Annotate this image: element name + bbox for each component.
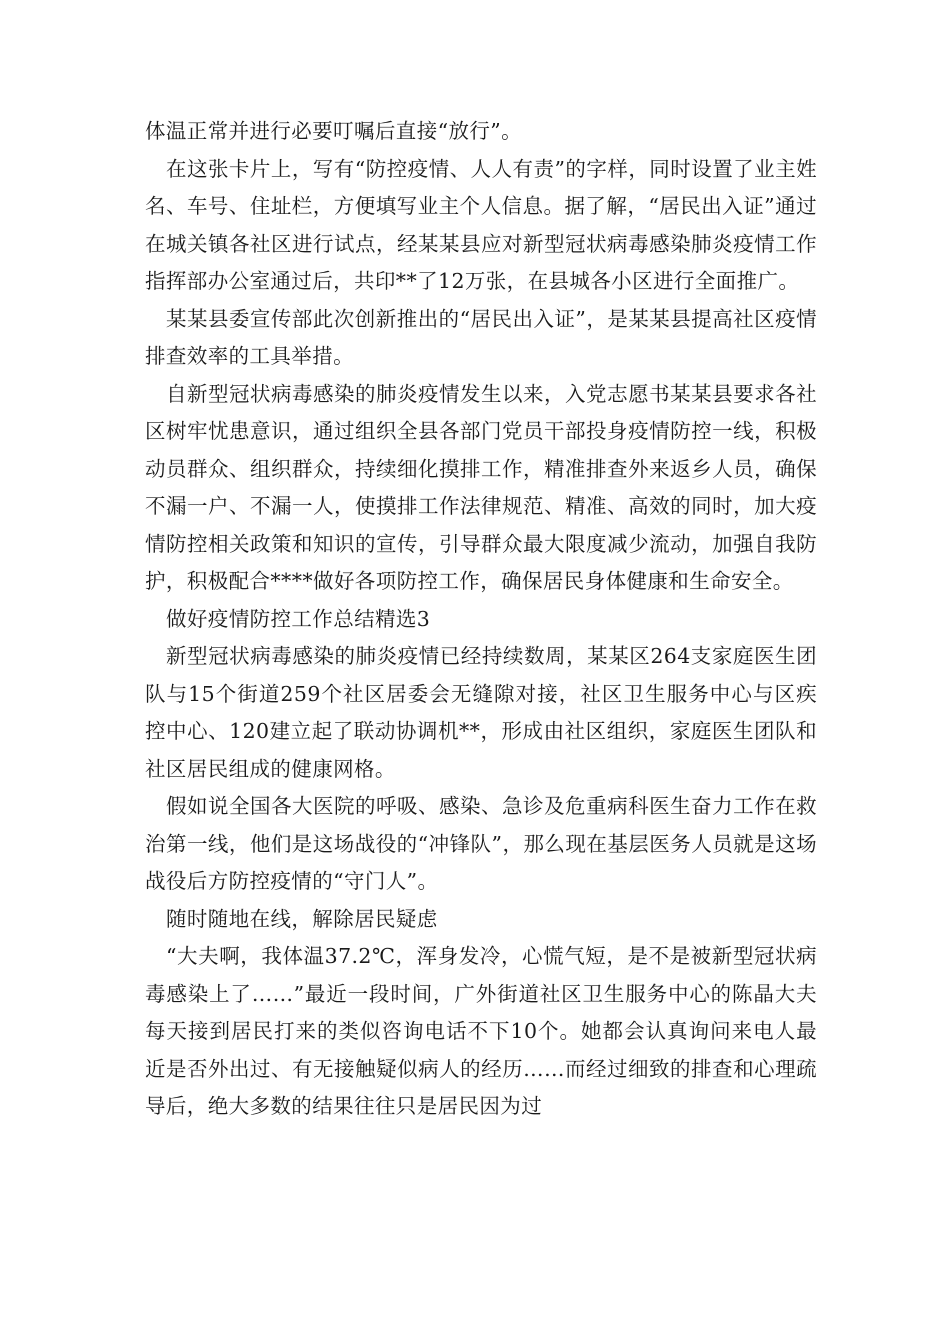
section-heading-summary-3: 做好疫情防控工作总结精选3	[166, 606, 431, 631]
section-heading-online: 随时随地在线，解除居民疑虑	[166, 906, 438, 931]
paragraph-continuation: 体温正常并进行必要叮嘱后直接“放行”。	[145, 119, 523, 143]
paragraph-epidemic-measures: 自新型冠状病毒感染的肺炎疫情发生以来，入党志愿书某某县要求各社区树牢忧患意识，通过组织全县各部门党员干部投身疫情防控一线，积极动员群众、组织群众，持续细化摸排工作，精准排查外来返乡人员，确保不漏一户、不漏一人，使摸排工作法律规范、精准、高效的同时，加大疫情防控相关政策和知识的宣传，引导群众最大限度减少流动，加强自我防护，积极配合****做好各项防控工作，确保居民身体健康和生命安全。	[145, 381, 817, 593]
document-body	[145, 113, 817, 1126]
paragraph-family-doctor-teams: 新型冠状病毒感染的肺炎疫情已经持续数周，某某区264支家庭医生团队与15个街道259个社区居委会无缝隙对接，社区卫生服务中心与区疾控中心、120建立起了联动协调机**，形成由社区组织，家庭医生团队和社区居民组成的健康网格。	[145, 644, 817, 781]
paragraph-propaganda-department: 某某县委宣传部此次创新推出的“居民出入证”，是某某县提高社区疫情排查效率的工具举措。	[145, 306, 817, 368]
paragraph-doctor-consultation: “大夫啊，我体温37.2℃，浑身发冷，心慌气短，是不是被新型冠状病毒感染上了……”最近一段时间，广外街道社区卫生服务中心的陈晶大夫每天接到居民打来的类似咨询电话不下10个。她都会认真询问来电人最近是否外出过、有无接触疑似病人的经历……而经过细致的排查和心理疏导后，绝大多数的结果往往只是居民因为过	[145, 944, 817, 1118]
paragraph-card-description: 在这张卡片上，写有“防控疫情、人人有责”的字样，同时设置了业主姓名、车号、住址栏，方便填写业主个人信息。据了解，“居民出入证”通过在城关镇各社区进行试点，经某某县应对新型冠状病毒感染肺炎疫情工作指挥部办公室通过后，共印**了12万张，在县城各小区进行全面推广。	[145, 156, 817, 293]
paragraph-gatekeepers: 假如说全国各大医院的呼吸、感染、急诊及危重病科医生奋力工作在救治第一线，他们是这场战役的“冲锋队”，那么现在基层医务人员就是这场战役后方防控疫情的“守门人”。	[145, 794, 817, 893]
